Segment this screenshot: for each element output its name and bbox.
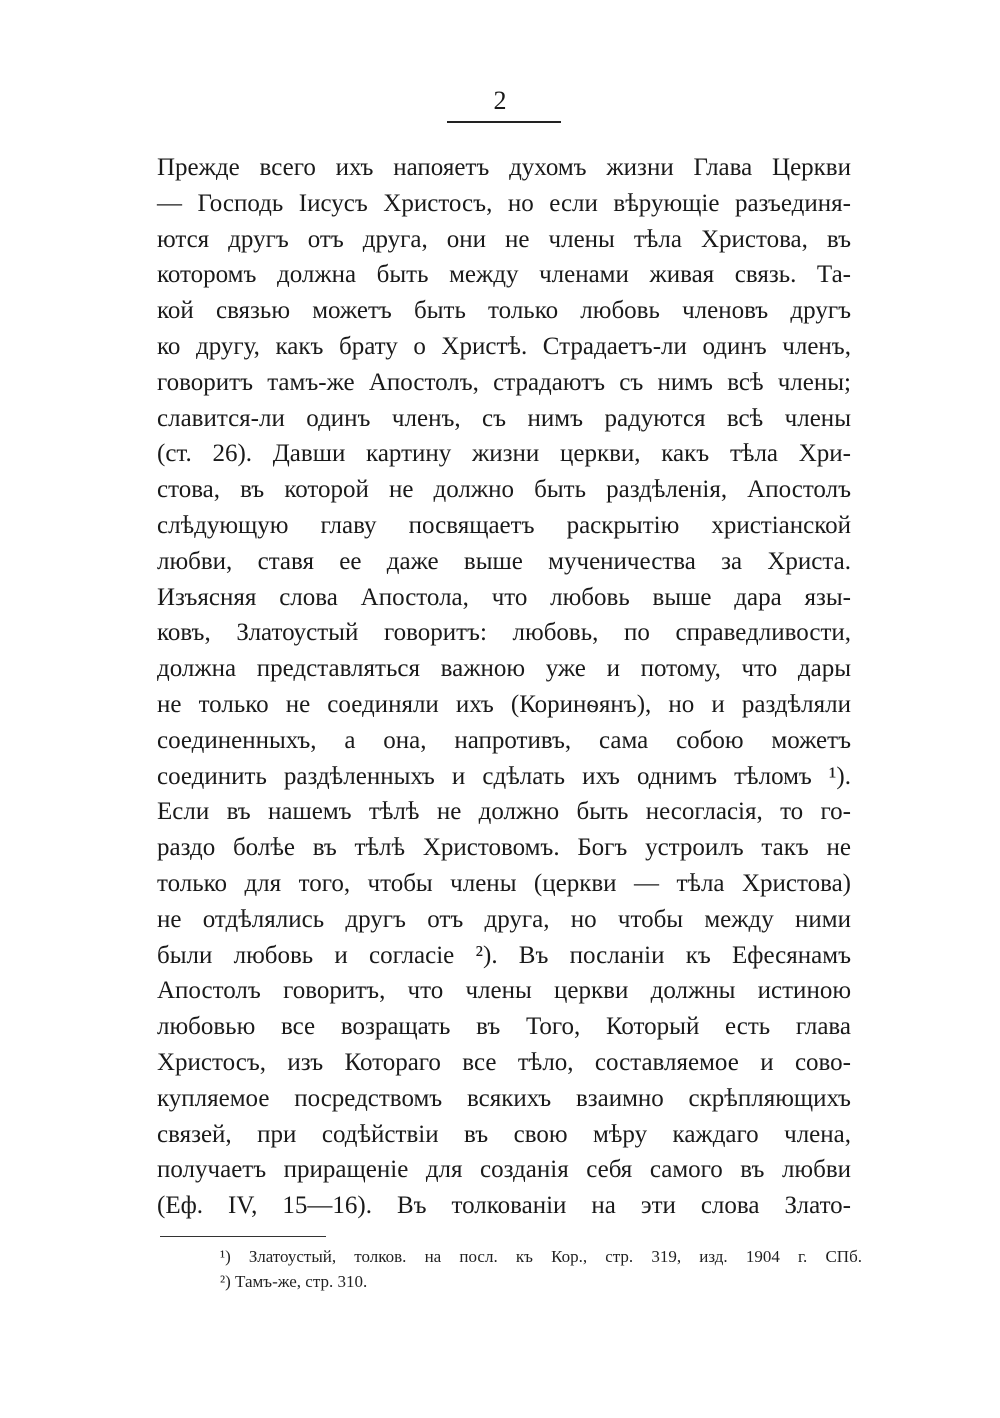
text-line: кой связью можетъ быть только любовь членовъ другъ [157, 297, 851, 325]
text-line: должна представляться важною уже и потому, что дары [157, 655, 851, 683]
text-line: слѣдующую главу посвящаетъ раскрытію христіанской [157, 511, 851, 539]
text-line: только для того, чтобы члены (церкви — тѣла Христова) [157, 869, 851, 897]
text-line: говоритъ тамъ-же Апостолъ, страдаютъ съ нимъ всѣ члены; [157, 368, 851, 396]
text-line: купляемое посредствомъ всякихъ взаимно скрѣпляющихъ [157, 1084, 851, 1112]
text-line: получаетъ приращеніе для созданія себя самого въ любви [157, 1156, 851, 1184]
text-line: — Господь Іисусъ Христосъ, но если вѣрующіе разъединя- [157, 189, 851, 217]
text-line: (Еф. IV, 15—16). Въ толкованіи на эти слова Злато- [157, 1192, 851, 1220]
text-line: славится-ли одинъ членъ, съ нимъ радуются всѣ члены [157, 404, 851, 432]
text-line: не отдѣлялись другъ отъ друга, но чтобы между ними [157, 905, 851, 933]
text-line: Если въ нашемъ тѣлѣ не должно быть несогласія, то го- [157, 798, 851, 826]
text-line: любовью все возращать въ Того, Который есть глава [157, 1013, 851, 1041]
text-line: Апостолъ говоритъ, что члены церкви должны истиною [157, 977, 851, 1005]
text-line: Христосъ, изъ Котораго все тѣло, составляемое и сово- [157, 1048, 851, 1076]
page-number-rule [447, 121, 561, 123]
footnote-1: ¹) Златоустый, толков. на посл. къ Кор., стр. 319, изд. 1904 г. СПб. [220, 1247, 862, 1266]
text-line: не только не соединяли ихъ (Коринѳянъ), но и раздѣляли [157, 690, 851, 718]
text-line: Изъясняя слова Апостола, что любовь выше дара язы- [157, 583, 851, 611]
text-line: связей, при содѣйствіи въ свою мѣру каждаго члена, [157, 1120, 851, 1148]
text-line: Прежде всего ихъ напояетъ духомъ жизни Глава Церкви [157, 154, 851, 181]
footnote-rule [160, 1236, 326, 1237]
text-line: которомъ должна быть между членами живая связь. Та- [157, 261, 851, 289]
page-number: 2 [493, 86, 507, 115]
text-line: любви, ставя ее даже выше мученичества за Христа. [157, 547, 851, 575]
text-line: ковъ, Златоустый говоритъ: любовь, по справедливости, [157, 619, 851, 647]
text-line: ются другъ отъ друга, они не члены тѣла Христова, въ [157, 225, 851, 253]
text-line: раздо болѣе въ тѣлѣ Христовомъ. Богъ устроилъ такъ не [157, 834, 851, 862]
text-line: были любовь и согласіе ²). Въ посланіи къ Ефесянамъ [157, 941, 851, 969]
text-line: (ст. 26). Давши картину жизни церкви, какъ тѣла Хри- [157, 440, 851, 468]
text-line: стова, въ которой не должно быть раздѣленія, Апостолъ [157, 476, 851, 504]
text-line: соединить раздѣленныхъ и сдѣлать ихъ однимъ тѣломъ ¹). [157, 762, 851, 790]
body-text [157, 150, 851, 1224]
text-line: ко другу, какъ брату о Христѣ. Страдаетъ-ли одинъ членъ, [157, 332, 851, 360]
text-line: соединенныхъ, а она, напротивъ, сама собою можетъ [157, 726, 851, 754]
footnote-2: ²) Тамъ-же, стр. 310. [220, 1272, 368, 1291]
